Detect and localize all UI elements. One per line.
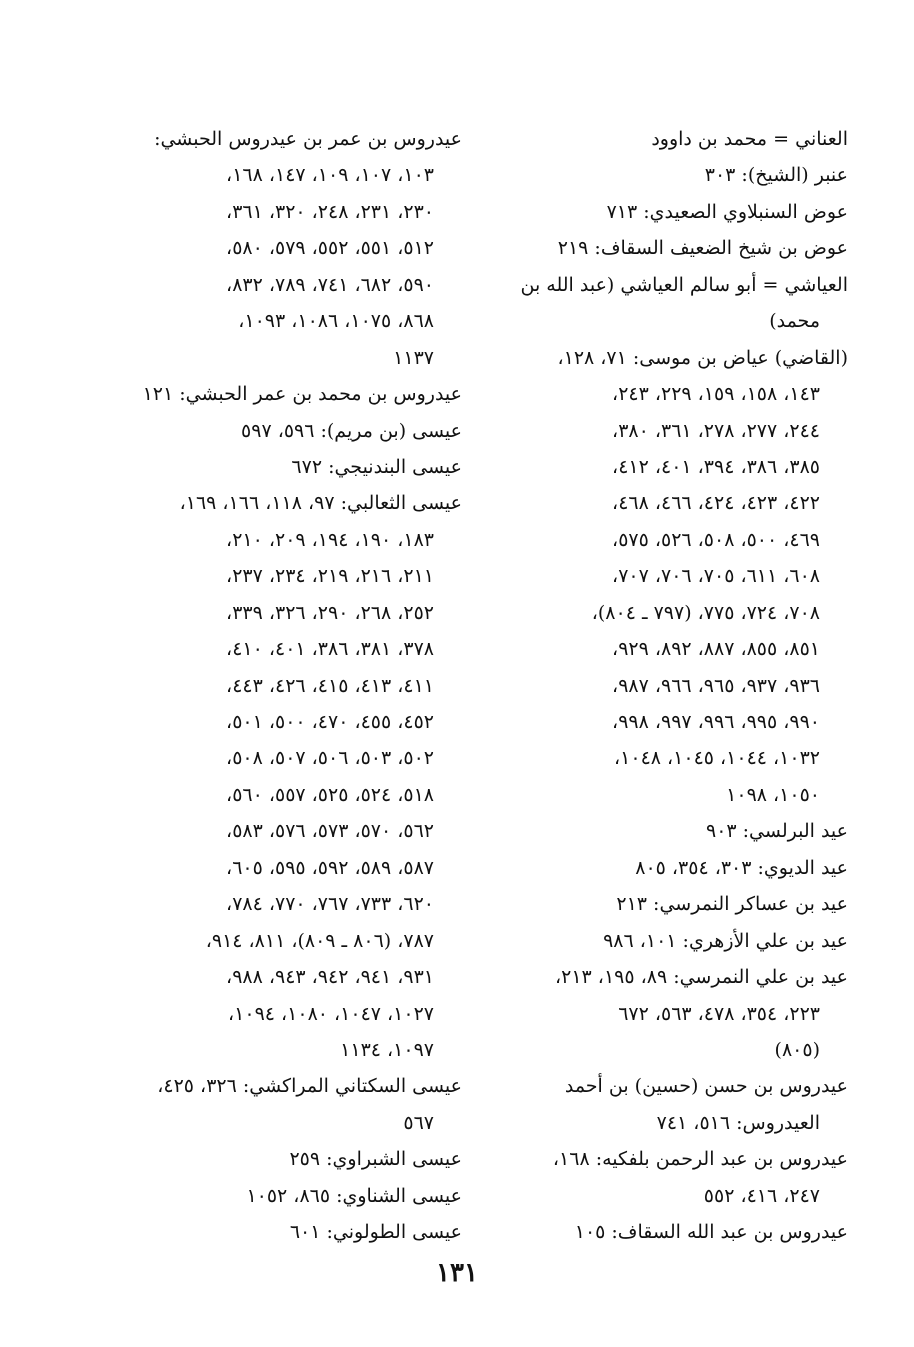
index-entry-continuation: ٢٢٣، ٣٥٤، ٤٧٨، ٥٦٣، ٦٧٢ bbox=[618, 1002, 820, 1025]
index-entry-continuation: ٤٥٢، ٤٥٥، ٤٧٠، ٥٠٠، ٥٠١، bbox=[226, 711, 434, 733]
index-entry: عيدروس بن عمر بن عيدروس الحبشي: bbox=[154, 128, 462, 150]
index-entry-continuation: ٥٦٢، ٥٧٠، ٥٧٣، ٥٧٦، ٥٨٣، bbox=[226, 820, 434, 843]
index-entry-continuation: ٢٤٧، ٤١٦، ٥٥٢ bbox=[703, 1184, 820, 1207]
index-entry-continuation: ٦٠٨، ٦١١، ٧٠٥، ٧٠٦، ٧٠٧، bbox=[612, 565, 820, 588]
index-entry: عيدروس بن حسن (حسين) بن أحمد bbox=[564, 1075, 848, 1098]
index-entry: عيسى البندنيجي: ٦٧٢ bbox=[291, 455, 462, 478]
index-entry-continuation: ٣٨٥، ٣٨٦، ٣٩٤، ٤٠١، ٤١٢، bbox=[612, 455, 820, 478]
index-entry-continuation: ٥٦٧ bbox=[403, 1111, 434, 1134]
index-entry: عيسى (بن مريم): ٥٩٦، ٥٩٧ bbox=[241, 419, 462, 442]
index-entry: عوض بن شيخ الضعيف السقاف: ٢١٩ bbox=[557, 237, 848, 260]
index-entry: عيد البرلسي: ٩٠٣ bbox=[705, 820, 848, 843]
index-entry: العياشي = أبو سالم العياشي (عبد الله بن bbox=[520, 273, 848, 296]
index-entry: عيدروس بن عبد الله السقاف: ١٠٥ bbox=[574, 1221, 848, 1244]
index-entry-continuation: ٩٩٠، ٩٩٥، ٩٩٦، ٩٩٧، ٩٩٨، bbox=[612, 711, 820, 733]
index-entry-continuation: (٨٠٥) bbox=[774, 1038, 820, 1061]
index-entry-continuation: ٩٣١، ٩٤١، ٩٤٢، ٩٤٣، ٩٨٨، bbox=[226, 966, 434, 989]
index-entry-continuation: ٦٢٠، ٧٣٣، ٧٦٧، ٧٧٠، ٧٨٤، bbox=[226, 893, 434, 916]
index-entry-continuation: ٣٧٨، ٣٨١، ٣٨٦، ٤٠١، ٤١٠، bbox=[226, 638, 434, 661]
index-entry: عيسى السكتاني المراكشي: ٣٢٦، ٤٢٥، bbox=[157, 1075, 462, 1098]
index-entry-continuation: ٢١١، ٢١٦، ٢١٩، ٢٣٤، ٢٣٧، bbox=[226, 565, 434, 588]
index-entry-continuation: ٥٠٢، ٥٠٣، ٥٠٦، ٥٠٧، ٥٠٨، bbox=[226, 747, 434, 770]
index-entry-continuation: ١٨٣، ١٩٠، ١٩٤، ٢٠٩، ٢١٠، bbox=[226, 528, 434, 551]
index-entry-continuation: ٥١٢، ٥٥١، ٥٥٢، ٥٧٩، ٥٨٠، bbox=[226, 237, 434, 260]
index-entry-continuation: ٨٦٨، ١٠٧٥، ١٠٨٦، ١٠٩٣، bbox=[238, 310, 434, 333]
index-entry-continuation: ٤٢٢، ٤٢٣، ٤٢٤، ٤٦٦، ٤٦٨، bbox=[612, 492, 820, 515]
index-entry-continuation: ٢٤٤، ٢٧٧، ٢٧٨، ٣٦١، ٣٨٠، bbox=[612, 419, 820, 442]
index-entry-continuation: ٢٣٠، ٢٣١، ٢٤٨، ٣٢٠، ٣٦١، bbox=[226, 200, 434, 223]
index-entry-continuation: العيدروس: ٥١٦، ٧٤١ bbox=[656, 1111, 820, 1134]
index-entry-continuation: ١٠٣، ١٠٧، ١٠٩، ١٤٧، ١٦٨، bbox=[226, 164, 434, 187]
index-column-left bbox=[114, 121, 462, 1251]
index-entry-continuation: ٥١٨، ٥٢٤، ٥٢٥، ٥٥٧، ٥٦٠، bbox=[226, 783, 434, 806]
index-entry: عيدروس بن عبد الرحمن بلفكيه: ١٦٨، bbox=[552, 1148, 848, 1171]
index-entry-continuation: ٧٨٧، (٨٠٦ ـ ٨٠٩)، ٨١١، ٩١٤، bbox=[205, 929, 434, 952]
index-entry: (القاضي) عياض بن موسى: ٧١، ١٢٨، bbox=[557, 346, 848, 369]
index-entry: عيسى الطولوني: ٦٠١ bbox=[289, 1221, 462, 1244]
index-entry-continuation: محمد) bbox=[769, 310, 820, 333]
index-entry: عيد بن علي النمرسي: ٨٩، ١٩٥، ٢١٣، bbox=[555, 966, 848, 989]
index-column-right bbox=[498, 121, 848, 1251]
index-entry: عيسى الشناوي: ٨٦٥، ١٠٥٢ bbox=[246, 1184, 462, 1207]
index-entry: عيدروس بن محمد بن عمر الحبشي: ١٢١ bbox=[142, 383, 462, 406]
index-entry-continuation: ١٠٢٧، ١٠٤٧، ١٠٨٠، ١٠٩٤، bbox=[228, 1002, 434, 1025]
index-entry: عيسى الثعالبي: ٩٧، ١١٨، ١٦٦، ١٦٩، bbox=[179, 492, 462, 515]
index-entry: عيد بن علي الأزهري: ١٠١، ٩٨٦ bbox=[603, 929, 848, 952]
index-entry: عيسى الشبراوي: ٢٥٩ bbox=[289, 1148, 462, 1171]
index-entry: عنبر (الشيخ): ٣٠٣ bbox=[704, 164, 848, 187]
index-entry: العناني = محمد بن داوود bbox=[651, 128, 848, 150]
index-entry-continuation: ١٠٥٠، ١٠٩٨ bbox=[726, 783, 820, 806]
index-entry-continuation: ١١٣٧ bbox=[393, 346, 434, 369]
index-entry-continuation: ٥٨٧، ٥٨٩، ٥٩٢، ٥٩٥، ٦٠٥، bbox=[226, 856, 434, 879]
index-entry-continuation: ٤١١، ٤١٣، ٤١٥، ٤٢٦، ٤٤٣، bbox=[226, 674, 434, 697]
index-entry-continuation: ١٠٣٢، ١٠٤٤، ١٠٤٥، ١٠٤٨، bbox=[614, 747, 820, 770]
page-number: ١٣١ bbox=[436, 1258, 478, 1288]
index-entry-continuation: ٩٣٦، ٩٣٧، ٩٦٥، ٩٦٦، ٩٨٧، bbox=[612, 674, 820, 697]
index-entry-continuation: ٤٦٩، ٥٠٠، ٥٠٨، ٥٢٦، ٥٧٥، bbox=[612, 528, 820, 551]
index-entry: عيد بن عساكر النمرسي: ٢١٣ bbox=[616, 893, 848, 916]
index-entry-continuation: ٥٩٠، ٦٨٢، ٧٤١، ٧٨٩، ٨٣٢، bbox=[226, 273, 434, 296]
index-entry-continuation: ٧٠٨، ٧٢٤، ٧٧٥، (٧٩٧ ـ ٨٠٤)، bbox=[591, 601, 820, 624]
index-entry: عيد الديوي: ٣٠٣، ٣٥٤، ٨٠٥ bbox=[635, 856, 848, 879]
index-entry-continuation: ١٤٣، ١٥٨، ١٥٩، ٢٢٩، ٢٤٣، bbox=[612, 383, 820, 406]
index-entry-continuation: ١٠٩٧، ١١٣٤ bbox=[340, 1038, 434, 1061]
index-entry-continuation: ٢٥٢، ٢٦٨، ٢٩٠، ٣٢٦، ٣٣٩، bbox=[226, 601, 434, 624]
index-entry: عوض السنبلاوي الصعيدي: ٧١٣ bbox=[606, 200, 848, 223]
index-entry-continuation: ٨٥١، ٨٥٥، ٨٨٧، ٨٩٢، ٩٢٩، bbox=[612, 638, 820, 661]
